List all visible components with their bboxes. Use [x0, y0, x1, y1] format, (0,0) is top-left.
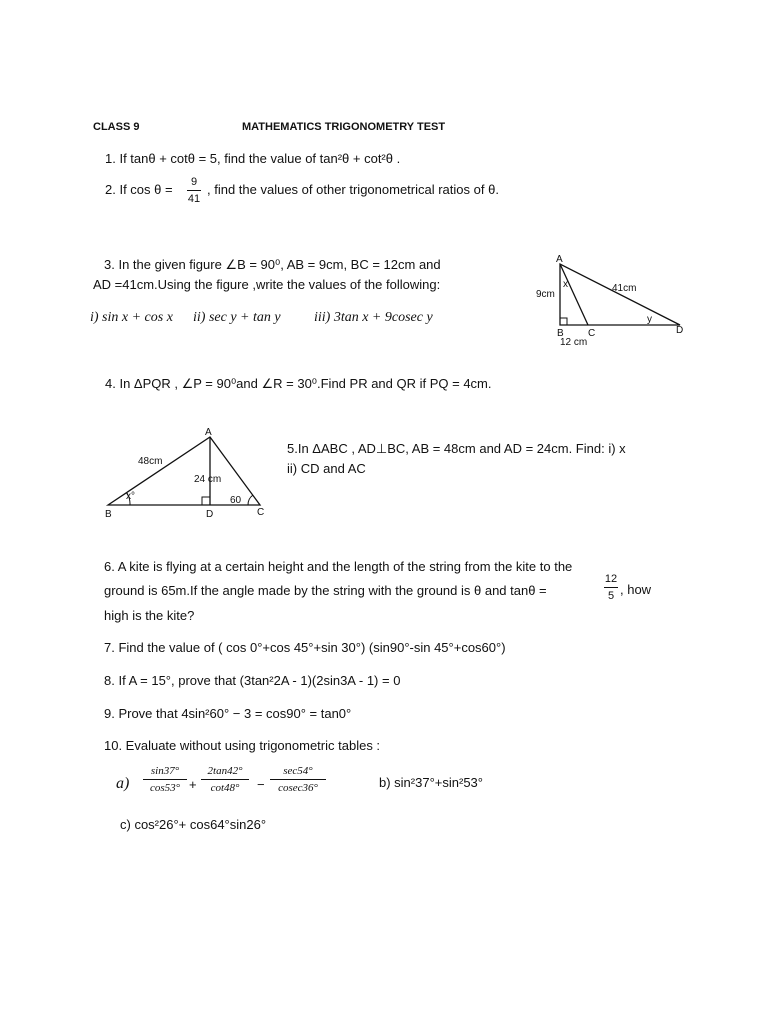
question-6-line-3: high is the kite?: [104, 608, 195, 623]
figure-5-triangle: [100, 425, 275, 520]
fraction-denominator: cos53°: [149, 782, 181, 794]
plus-sign: +: [189, 777, 197, 792]
label-angle-x: x°: [126, 491, 135, 502]
label-a: A: [205, 427, 212, 438]
minus-sign: −: [257, 777, 265, 792]
question-10-part-b: b) sin²37°+sin²53°: [379, 775, 483, 790]
question-2: [105, 182, 173, 197]
angle-arc-c: [248, 495, 253, 505]
segment-ac: [560, 264, 588, 325]
figure-3-triangle: [530, 250, 690, 350]
question-4: 4. In ΔPQR , ∠P = 90⁰and ∠R = 30⁰.Find PR and QR if PQ = 4cm.: [105, 376, 492, 391]
label-ad-length: 24 cm: [194, 474, 222, 485]
right-angle-marker: [560, 318, 567, 325]
question-8: 8. If A = 15°, prove that (3tan²2A - 1)(2sin3A - 1) = 0: [104, 673, 401, 688]
label-a: A: [556, 254, 563, 265]
question-6-line-2: ground is 65m.If the angle made by the string with the ground is θ and tanθ =: [104, 583, 547, 598]
label-angle-x: x: [563, 279, 568, 290]
question-10: 10. Evaluate without using trigonometric tables :: [104, 738, 381, 753]
test-title: MATHEMATICS TRIGONOMETRY TEST: [242, 121, 446, 133]
question-3-part-ii: ii) sec y + tan y: [193, 310, 281, 325]
label-ab-length: 9cm: [536, 289, 555, 300]
label-d: D: [206, 509, 214, 520]
question-2-suffix: , find the values of other trigonometrical ratios of θ.: [207, 182, 499, 197]
label-b: B: [105, 509, 112, 520]
triangle-abd: [560, 264, 680, 325]
fraction-denominator: cosec36°: [278, 782, 318, 794]
fraction-numerator: sec54°: [283, 765, 313, 777]
label-d: D: [676, 325, 684, 336]
question-10-part-a-label: a): [116, 775, 130, 792]
label-c: C: [588, 328, 596, 339]
question-3-line-1: 3. In the given figure ∠B = 90⁰, AB = 9cm, BC = 12cm and: [104, 257, 441, 272]
fraction-numerator: 9: [190, 176, 198, 188]
label-b: B: [557, 328, 564, 339]
question-6-line-2-suffix: , how: [620, 582, 652, 597]
question-3-part-i: i) sin x + cos x: [90, 310, 173, 325]
label-bc-length: 12 cm: [560, 337, 588, 348]
class-label: CLASS 9: [93, 121, 140, 133]
label-ad-length: 41cm: [612, 283, 637, 294]
question-9: 9. Prove that 4sin²60° − 3 = cos90° = tan0°: [104, 706, 352, 721]
label-c: C: [257, 507, 265, 518]
question-3-part-iii: iii) 3tan x + 9cosec y: [314, 310, 433, 325]
fraction-numerator: 12: [604, 573, 618, 585]
question-6-line-1: 6. A kite is flying at a certain height and the length of the string from the kite to the: [104, 559, 573, 574]
question-5-line-1: 5.In ΔABC , AD⊥BC, AB = 48cm and AD = 24cm. Find: i) x: [287, 441, 626, 456]
question-10-part-c: c) cos²26°+ cos64°sin26°: [120, 817, 267, 832]
fraction-denominator: cot48°: [210, 782, 240, 794]
fraction-sin37-cos53: [143, 765, 187, 794]
fraction-denominator: 41: [187, 193, 201, 205]
label-angle-c: 60: [230, 495, 242, 506]
fraction-denominator: 5: [607, 590, 615, 602]
question-2-prefix: 2. If cos θ =: [105, 182, 173, 197]
fraction-numerator: sin37°: [150, 765, 180, 777]
question-3-line-2: AD =41cm.Using the figure ,write the values of the following:: [93, 277, 441, 292]
fraction-tan42-cot48: [201, 765, 249, 794]
question-2-fraction: [187, 176, 201, 205]
question-5-line-2: ii) CD and AC: [287, 461, 366, 476]
right-angle-marker: [202, 497, 210, 505]
label-ab-length: 48cm: [138, 456, 163, 467]
fraction-sec54-cosec36: [270, 765, 326, 794]
fraction-numerator: 2tan42°: [207, 765, 243, 777]
question-6-fraction: [604, 573, 618, 602]
label-angle-y: y: [647, 314, 652, 325]
question-1: 1. If tanθ + cotθ = 5, find the value of tan²θ + cot²θ .: [105, 151, 401, 166]
question-7: 7. Find the value of ( cos 0°+cos 45°+sin 30°) (sin90°-sin 45°+cos60°): [104, 640, 506, 655]
